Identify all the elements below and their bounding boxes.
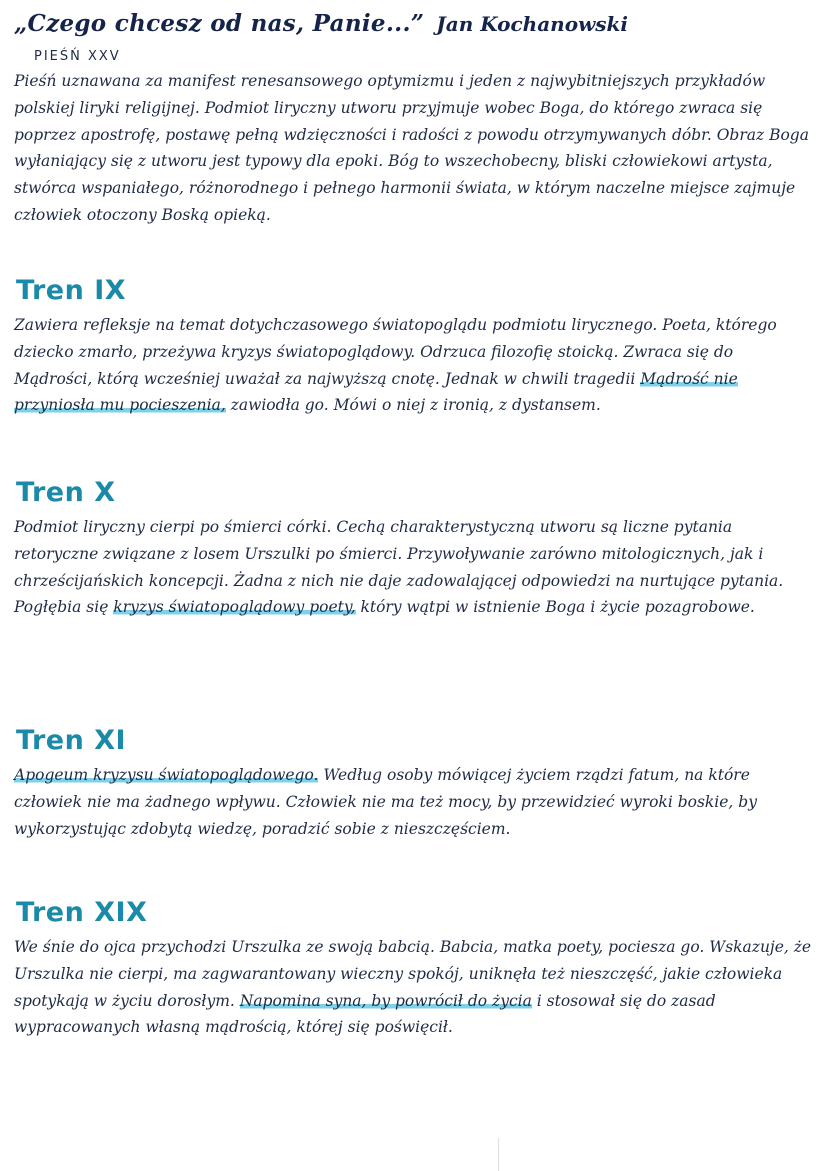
section-paragraph: Pieśń uznawana za manifest renesansowego optymizmu i jeden z najwybitniejszych przykładów polskiej liryki religijnej. Podmiot liryczny utworu przyjmuje wobec Boga, do którego zwraca się poprzez apostrofę, postawę pełną wdzięczności i radości z powodu otrzymywanych dóbr. Obraz Boga wyłaniający się z utworu jest typowy dla epoki. Bóg to wszechobecny, bliski człowiekowi artysta, stwórca wspaniałego, różnorodnego i pełnego harmonii świata, w którym naczelne miejsce zajmuje człowiek otoczony Boską opieką. bbox=[14, 72, 809, 224]
highlighted-text: Napomina syna, by powrócił do życia bbox=[239, 991, 532, 1010]
author-name: Jan Kochanowski bbox=[436, 12, 628, 36]
section-heading: Tren X bbox=[16, 477, 116, 508]
section-heading: Tren XI bbox=[16, 725, 127, 756]
header bbox=[14, 10, 814, 50]
page-title: „Czego chcesz od nas, Panie...” bbox=[14, 10, 425, 37]
section-paragraph bbox=[14, 514, 814, 621]
section-tren-ix bbox=[14, 275, 814, 419]
subtitle: PIEŚŃ XXV bbox=[34, 49, 121, 64]
highlighted-text: Mądrość nie przyniosła mu pocieszenia, bbox=[14, 369, 738, 415]
highlighted-text: Apogeum kryzysu światopoglądowego. bbox=[14, 766, 319, 784]
paragraph-text: Podmiot liryczny cierpi po śmierci córki. Cechą charakterystyczną utworu są liczne pytania retoryczne związane z losem Urszulki po śmierci. Przywoływanie zarówno mitologicznych, jak i chrześcijańskich koncepcji. Żadna z nich nie daje zadowalającej odpowiedzi na nurtujące pytania. Pogłębia się bbox=[14, 518, 784, 617]
paper-fold-mark bbox=[498, 1138, 499, 1171]
section-tren-xix bbox=[14, 897, 814, 1041]
section-tren-xi bbox=[14, 725, 814, 842]
highlighted-text: kryzys światopoglądowy poety, bbox=[113, 598, 356, 617]
section-paragraph bbox=[14, 312, 814, 419]
paragraph-text: zawiodła go. Mówi o niej z ironią, z dystansem. bbox=[225, 396, 601, 415]
paragraph-text: We śnie do ojca przychodzi Urszulka ze swoją babcią. Babcia, matka poety, pociesza go. Wskazuje, że Urszulka nie cierpi, ma zagwarantowany wieczny spokój, uniknęła też nieszczęść, jakie człowieka spotykają w życiu dorosłym. bbox=[14, 938, 812, 1010]
paragraph-text: który wątpi w istnienie Boga i życie pozagrobowe. bbox=[355, 598, 755, 617]
section-paragraph bbox=[14, 934, 814, 1041]
section-heading: Tren XIX bbox=[16, 897, 148, 928]
paragraph-text: Według osoby mówiącej życiem rządzi fatum, na które człowiek nie ma żadnego wpływu. Człowiek nie ma też mocy, by przewidzieć wyroki boskie, by wykorzystując zdobytą wiedzę, poradzić sobie z nieszczęściem. bbox=[14, 766, 757, 838]
paragraph-text: i stosował się do zasad wypracowanych własną mądrością, której się poświęcił. bbox=[14, 991, 716, 1037]
section-heading: Tren IX bbox=[16, 275, 127, 306]
section-piesn bbox=[14, 68, 814, 229]
section-tren-x bbox=[14, 477, 814, 621]
section-paragraph bbox=[14, 762, 814, 842]
paragraph-text: Zawiera refleksje na temat dotychczasowego światopoglądu podmiotu lirycznego. Poeta, którego dziecko zmarło, przeżywa kryzys światopoglądowy. Odrzuca filozofię stoicką. Zwraca się do Mądrości, którą wcześniej uważał za najwyższą cnotę. Jednak w chwili tragedii bbox=[14, 316, 777, 388]
